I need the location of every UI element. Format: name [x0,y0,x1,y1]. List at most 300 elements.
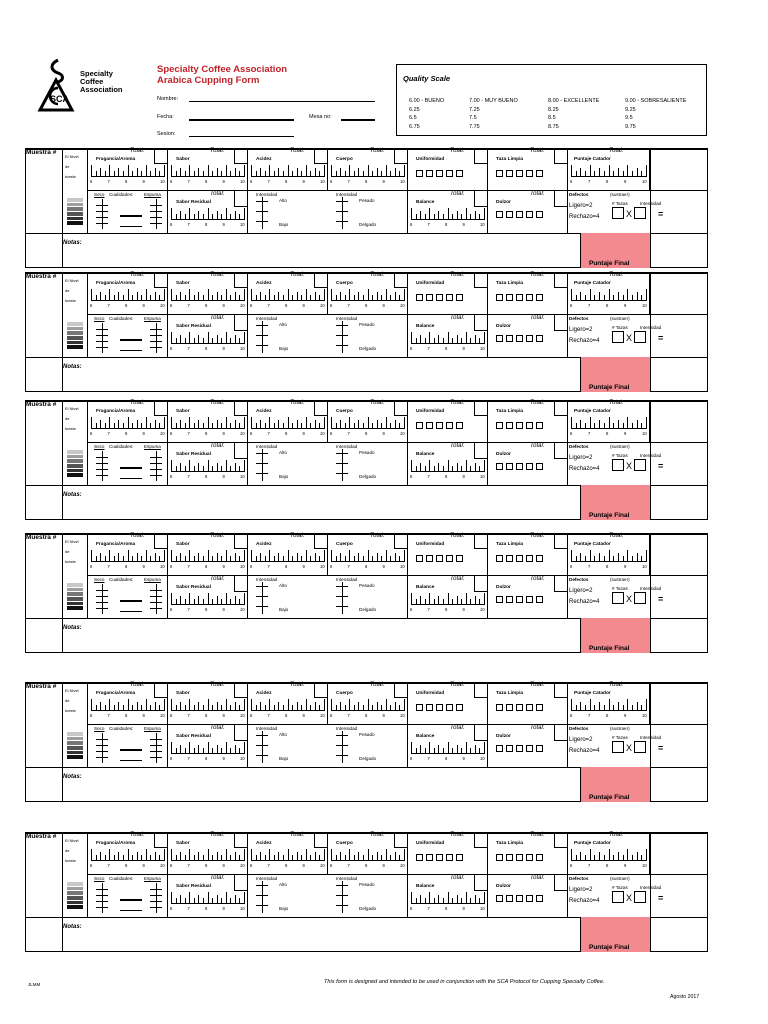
cup-checkboxes[interactable] [496,170,543,177]
scale-number: 8 [365,713,368,718]
sabor-residual-cell[interactable] [168,191,248,233]
score-scale[interactable] [331,700,405,711]
tazas-box[interactable] [612,741,624,753]
uniformidad-cell[interactable] [408,272,488,314]
total-box[interactable] [474,725,487,741]
total-box[interactable] [474,272,487,288]
cualidades-cell[interactable] [88,875,168,917]
total-box[interactable] [554,875,567,891]
puntaje-catador-cell[interactable] [568,682,650,724]
defectos-cell[interactable] [568,443,708,485]
acidez-cell[interactable] [248,682,328,724]
acidez-cell[interactable] [248,148,328,190]
acidez-intensidad-cell[interactable] [248,191,328,233]
score-scale[interactable] [91,290,165,301]
cuerpo-intensidad-cell[interactable] [328,443,408,485]
tazas-box[interactable] [612,592,624,604]
scale-number: 6 [410,474,413,479]
fragancia-cell[interactable] [88,272,168,314]
pesado-label: Pesado [359,882,375,887]
score-scale[interactable] [171,850,245,861]
cup-checkboxes[interactable] [416,422,463,429]
total-label: Total: [210,725,225,731]
score-scale[interactable] [251,418,325,429]
sesion-field[interactable] [189,136,294,137]
cup-checkboxes[interactable] [416,170,463,177]
dulzor-cell[interactable] [488,315,568,357]
acidez-intensidad-cell[interactable] [248,315,328,357]
cuerpo-title: Cuerpo [336,542,353,547]
total-box[interactable] [394,682,407,698]
ligero-label: Ligero=2 [569,203,593,209]
scale-number: 7 [187,906,190,911]
total-box[interactable] [554,682,567,698]
total-box[interactable] [234,272,247,288]
total-box[interactable] [394,832,407,848]
score-scale[interactable] [571,290,647,301]
scale-number: 6 [250,564,253,569]
score-scale[interactable] [171,290,245,301]
cuerpo-intensidad-cell[interactable] [328,576,408,618]
dulzor-cell[interactable] [488,443,568,485]
roast-level-swatches[interactable] [67,322,83,350]
intensidad-box[interactable] [634,207,646,219]
balance-cell[interactable] [408,315,488,357]
score-scale[interactable] [411,209,485,220]
scale-number: 8 [125,431,128,436]
puntaje-final-box[interactable] [580,357,650,392]
total-box[interactable] [474,400,487,416]
cup-checkboxes[interactable] [416,294,463,301]
score-scale[interactable] [251,290,325,301]
scale-number: 6 [250,179,253,184]
cuerpo-intensidad-cell[interactable] [328,191,408,233]
score-scale[interactable] [91,700,165,711]
uniformidad-cell[interactable] [408,148,488,190]
sabor-cell[interactable] [168,400,248,442]
balance-title: Balance [416,884,435,889]
score-scale[interactable] [411,333,485,344]
cuerpo-intensidad-cell[interactable] [328,315,408,357]
cuerpo-cell[interactable] [328,832,408,874]
puntaje-final-label: Puntaje Final [589,794,630,801]
sabor-title: Sabor [176,841,190,846]
total-box[interactable] [394,533,407,549]
score-scale[interactable] [251,700,325,711]
sustraer-label: (sustraer) [610,316,630,321]
cup-checkboxes[interactable] [496,854,543,861]
total-box[interactable] [554,272,567,288]
sustraer-label: (sustraer) [610,192,630,197]
total-box[interactable] [314,148,327,164]
balance-cell[interactable] [408,443,488,485]
defectos-cell[interactable] [568,725,708,767]
cup-checkboxes[interactable] [496,335,543,342]
fragancia-cell[interactable] [88,832,168,874]
scale-number: 9 [624,179,627,184]
defectos-cell[interactable] [568,315,708,357]
scale-number: 8 [606,431,609,436]
roast-level-swatches[interactable] [67,198,83,226]
cuerpo-cell[interactable] [328,533,408,575]
scale-number: 7 [427,474,430,479]
total-box[interactable] [154,148,167,164]
equals-sign: = [658,893,664,903]
fragancia-cell[interactable] [88,682,168,724]
total-box[interactable] [234,725,247,741]
total-box[interactable] [474,443,487,459]
score-scale[interactable] [91,551,165,562]
defectos-cell[interactable] [568,191,708,233]
total-box[interactable] [234,533,247,549]
total-label: Total: [130,272,145,278]
intensidad-box[interactable] [634,331,646,343]
score-scale[interactable] [171,551,245,562]
form-heading [157,64,287,86]
score-scale[interactable] [171,166,245,177]
taza-limpia-cell[interactable] [488,272,568,314]
roast-level-swatches[interactable] [67,583,83,611]
score-scale[interactable] [331,418,405,429]
acidez-intensidad-cell[interactable] [248,443,328,485]
tazas-box[interactable] [612,331,624,343]
puntaje-final-box[interactable] [580,485,650,520]
scale-number: 7 [107,303,110,308]
total-box[interactable] [554,725,567,741]
total-label: Total: [530,272,545,278]
sabor-cell[interactable] [168,148,248,190]
taza-limpia-cell[interactable] [488,533,568,575]
score-scale[interactable] [571,551,647,562]
cualidades-cell[interactable] [88,443,168,485]
total-box[interactable] [474,148,487,164]
scale-number: 7 [427,222,430,227]
fecha-field[interactable] [189,119,294,121]
score-scale[interactable] [411,893,485,904]
tazas-box[interactable] [612,207,624,219]
score-scale[interactable] [171,333,245,344]
roast-level-swatches[interactable] [67,882,83,910]
acidez-cell[interactable] [248,533,328,575]
score-scale[interactable] [571,850,647,861]
scale-number: 7 [187,431,190,436]
cup-checkboxes[interactable] [416,555,463,562]
total-box[interactable] [474,682,487,698]
scale-number: 9 [222,607,225,612]
cuerpo-cell[interactable] [328,148,408,190]
delgado-label: Delgado [359,906,377,911]
acidez-title: Acidez [256,691,272,696]
scale-number: 9 [222,474,225,479]
scale-number: 8 [125,863,128,868]
puntaje-final-box[interactable] [580,233,650,268]
scale-number: 8 [205,346,208,351]
fragancia-cell[interactable] [88,400,168,442]
puntaje-final-box[interactable] [580,618,650,653]
total-box[interactable] [474,191,487,207]
sabor-residual-cell[interactable] [168,315,248,357]
total-box[interactable] [234,443,247,459]
total-label: Total: [370,832,385,838]
score-scale[interactable] [331,290,405,301]
balance-cell[interactable] [408,191,488,233]
cup-checkboxes[interactable] [496,463,543,470]
cup-checkboxes[interactable] [496,211,543,218]
total-label: Total: [530,315,545,321]
scale-number: 8 [445,474,448,479]
scale-number: 8 [365,303,368,308]
score-scale[interactable] [411,461,485,472]
scale-number: 8 [365,564,368,569]
taza-limpia-title: Taza Limpia [496,281,524,286]
score-scale[interactable] [91,850,165,861]
score-scale[interactable] [251,850,325,861]
score-scale[interactable] [571,700,647,711]
intensidad-box[interactable] [634,459,646,471]
ligero-label: Ligero=2 [569,887,593,893]
total-box[interactable] [314,400,327,416]
scale-number: 6 [170,906,173,911]
puntaje-catador-cell[interactable] [568,148,650,190]
acidez-intensidad-cell[interactable] [248,576,328,618]
acidez-cell[interactable] [248,400,328,442]
scale-number: 6 [170,179,173,184]
balance-cell[interactable] [408,875,488,917]
bajo-label: Bajo [279,756,289,761]
puntaje-catador-cell[interactable] [568,400,650,442]
scale-number: 8 [125,713,128,718]
taza-limpia-cell[interactable] [488,682,568,724]
mesa-field[interactable] [341,119,375,121]
score-scale[interactable] [331,551,405,562]
roast-level-swatches[interactable] [67,450,83,478]
dulzor-cell[interactable] [488,725,568,767]
scale-number: 8 [205,474,208,479]
total-box[interactable] [234,576,247,592]
total-box[interactable] [234,832,247,848]
score-scale[interactable] [411,594,485,605]
fragancia-cell[interactable] [88,533,168,575]
score-scale[interactable] [571,166,647,177]
total-box[interactable] [154,533,167,549]
scale-number: 6 [170,474,173,479]
acidez-cell[interactable] [248,272,328,314]
cup-checkboxes[interactable] [416,854,463,861]
scale-number: 9 [382,303,385,308]
score-scale[interactable] [171,594,245,605]
cup-checkboxes[interactable] [496,294,543,301]
balance-cell[interactable] [408,576,488,618]
scale-number: 8 [285,431,288,436]
cuerpo-intensidad-cell[interactable] [328,875,408,917]
total-box[interactable] [314,272,327,288]
total-box[interactable] [234,875,247,891]
total-box[interactable] [234,315,247,331]
score-scale[interactable] [251,166,325,177]
pesado-label: Pesado [359,450,375,455]
score-scale[interactable] [91,166,165,177]
total-box[interactable] [474,832,487,848]
score-scale[interactable] [331,166,405,177]
total-box[interactable] [554,832,567,848]
cup-checkboxes[interactable] [416,704,463,711]
total-box[interactable] [554,533,567,549]
scale-number: 7 [187,756,190,761]
scale-number: 9 [382,713,385,718]
total-box[interactable] [474,576,487,592]
score-scale[interactable] [171,209,245,220]
cualidades-cell[interactable] [88,191,168,233]
total-box[interactable] [394,148,407,164]
total-box[interactable] [234,148,247,164]
cup-checkboxes[interactable] [496,555,543,562]
balance-title: Balance [416,734,435,739]
sabor-residual-cell[interactable] [168,576,248,618]
tazas-box[interactable] [612,459,624,471]
acidez-intensidad-cell[interactable] [248,725,328,767]
uniformidad-cell[interactable] [408,682,488,724]
cualidades-cell[interactable] [88,315,168,357]
scale-number: 10 [160,179,165,184]
sabor-cell[interactable] [168,682,248,724]
nivel-label: El Nivel de tueste [65,278,79,303]
cup-checkboxes[interactable] [496,422,543,429]
total-box[interactable] [554,400,567,416]
total-box[interactable] [474,875,487,891]
nombre-field[interactable] [189,101,375,102]
sabor-residual-cell[interactable] [168,443,248,485]
score-scale[interactable] [171,418,245,429]
sabor-residual-cell[interactable] [168,725,248,767]
scale-number: 10 [160,564,165,569]
sabor-cell[interactable] [168,533,248,575]
cup-checkboxes[interactable] [496,745,543,752]
dulzor-cell[interactable] [488,576,568,618]
defectos-cell[interactable] [568,576,708,618]
score-scale[interactable] [171,743,245,754]
puntaje-final-box[interactable] [580,917,650,952]
sabor-cell[interactable] [168,272,248,314]
cualidades-cell[interactable] [88,725,168,767]
fecha-label: Fecha: [157,114,174,120]
total-box[interactable] [314,682,327,698]
rechazo-label: Rechazo=4 [569,898,600,904]
balance-title: Balance [416,200,435,205]
total-box[interactable] [154,400,167,416]
total-box[interactable] [154,272,167,288]
total-box[interactable] [234,191,247,207]
total-box[interactable] [394,400,407,416]
total-box[interactable] [314,832,327,848]
uniformidad-title: Uniformidad [416,691,445,696]
total-label: Total: [370,682,385,688]
dulzor-title: Dulzor [496,324,511,329]
uniformidad-cell[interactable] [408,832,488,874]
sabor-residual-cell[interactable] [168,875,248,917]
score-scale[interactable] [91,418,165,429]
score-scale[interactable] [171,893,245,904]
cuerpo-cell[interactable] [328,682,408,724]
total-box[interactable] [554,148,567,164]
notas-label: Notas: [63,924,82,930]
total-label: Total: [370,272,385,278]
total-label: Total: [450,832,465,838]
total-box[interactable] [394,272,407,288]
defectos-cell[interactable] [568,875,708,917]
acidez-intensidad-cell[interactable] [248,875,328,917]
puntaje-catador-cell[interactable] [568,533,650,575]
tazas-box[interactable] [612,891,624,903]
puntaje-catador-cell[interactable] [568,832,650,874]
total-box[interactable] [314,533,327,549]
scale-number: 8 [205,179,208,184]
taza-limpia-cell[interactable] [488,400,568,442]
scale-number: 7 [187,303,190,308]
scale-number: 10 [240,346,245,351]
cuerpo-cell[interactable] [328,272,408,314]
total-box[interactable] [474,533,487,549]
taza-limpia-cell[interactable] [488,148,568,190]
cup-checkboxes[interactable] [496,596,543,603]
cualidades-label: Cualidades: [109,726,134,731]
balance-cell[interactable] [408,725,488,767]
puntaje-catador-cell[interactable] [568,272,650,314]
uniformidad-cell[interactable] [408,400,488,442]
acidez-cell[interactable] [248,832,328,874]
puntaje-final-box[interactable] [580,767,650,802]
total-box[interactable] [474,315,487,331]
cup-checkboxes[interactable] [496,704,543,711]
cualidades-cell[interactable] [88,576,168,618]
score-scale[interactable] [251,551,325,562]
total-box[interactable] [234,400,247,416]
roast-level-swatches[interactable] [67,732,83,760]
total-box[interactable] [234,682,247,698]
total-box[interactable] [554,315,567,331]
scale-number: 10 [240,863,245,868]
scale-number: 9 [462,346,465,351]
sustraer-label: (sustraer) [610,726,630,731]
fragancia-cell[interactable] [88,148,168,190]
dulzor-cell[interactable] [488,875,568,917]
taza-limpia-cell[interactable] [488,832,568,874]
score-scale[interactable] [171,700,245,711]
total-box[interactable] [554,576,567,592]
uniformidad-cell[interactable] [408,533,488,575]
sabor-cell[interactable] [168,832,248,874]
intensidad-box[interactable] [634,592,646,604]
total-box[interactable] [154,832,167,848]
intensidad-label: Intensidad [336,192,358,197]
intensidad-box[interactable] [634,741,646,753]
scale-number: 8 [365,179,368,184]
total-box[interactable] [154,682,167,698]
total-box[interactable] [554,191,567,207]
total-box[interactable] [554,443,567,459]
dulzor-cell[interactable] [488,191,568,233]
score-scale[interactable] [571,418,647,429]
cuerpo-intensidad-cell[interactable] [328,725,408,767]
cup-checkboxes[interactable] [496,895,543,902]
sabor-title: Sabor [176,691,190,696]
score-scale[interactable] [171,461,245,472]
intensidad-box[interactable] [634,891,646,903]
score-scale[interactable] [331,850,405,861]
intensidad-label: Intensidad [256,726,278,731]
score-scale[interactable] [411,743,485,754]
cuerpo-cell[interactable] [328,400,408,442]
total-label: Total: [290,533,305,539]
